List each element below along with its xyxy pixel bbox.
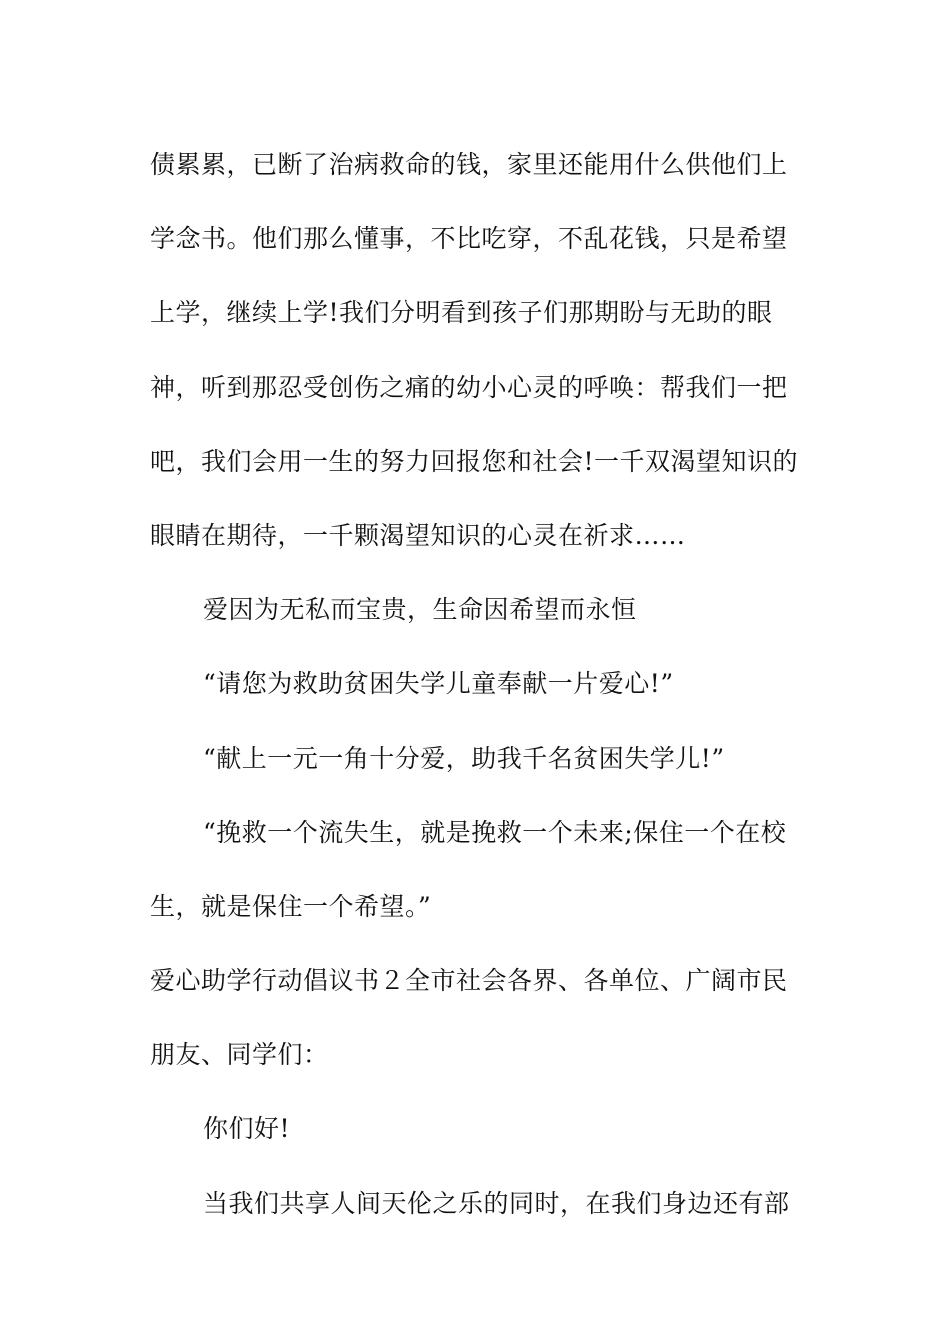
text-line-3: 上学，继续上学!我们分明看到孩子们那期盼与无助的眼 xyxy=(150,298,773,328)
text-line-8: “请您为救助贫困失学儿童奉献一片爱心!” xyxy=(203,669,674,699)
text-line-2: 学念书。他们那么懂事，不比吃穿，不乱花钱，只是希望 xyxy=(150,224,788,254)
text-line-7: 爱因为无私而宝贵，生命因希望而永恒 xyxy=(203,595,637,625)
text-line-4: 神，听到那忍受创伤之痛的幼小心灵的呼唤：帮我们一把 xyxy=(150,372,788,402)
text-line-6: 眼睛在期待，一千颗渴望知识的心灵在祈求…… xyxy=(150,520,686,550)
text-line-5: 吧，我们会用一生的努力回报您和社会!一千双渴望知识的 xyxy=(150,446,799,476)
text-line-10: “挽救一个流失生，就是挽救一个未来;保住一个在校 xyxy=(203,817,787,847)
text-line-11: 生，就是保住一个希望。” xyxy=(150,891,432,921)
text-line-13: 朋友、同学们： xyxy=(150,1040,329,1070)
document-body xyxy=(150,128,810,1241)
text-line-1: 债累累，已断了治病救命的钱，家里还能用什么供他们上 xyxy=(150,150,788,179)
text-line-14: 你们好! xyxy=(203,1114,291,1144)
text-line-12: 爱心助学行动倡议书２全市社会各界、各单位、广阔市民 xyxy=(150,966,788,996)
text-line-15: 当我们共享人间天伦之乐的同时，在我们身边还有部 xyxy=(203,1188,790,1218)
text-line-9: “献上一元一角十分爱，助我千名贫困失学儿!” xyxy=(203,743,725,773)
